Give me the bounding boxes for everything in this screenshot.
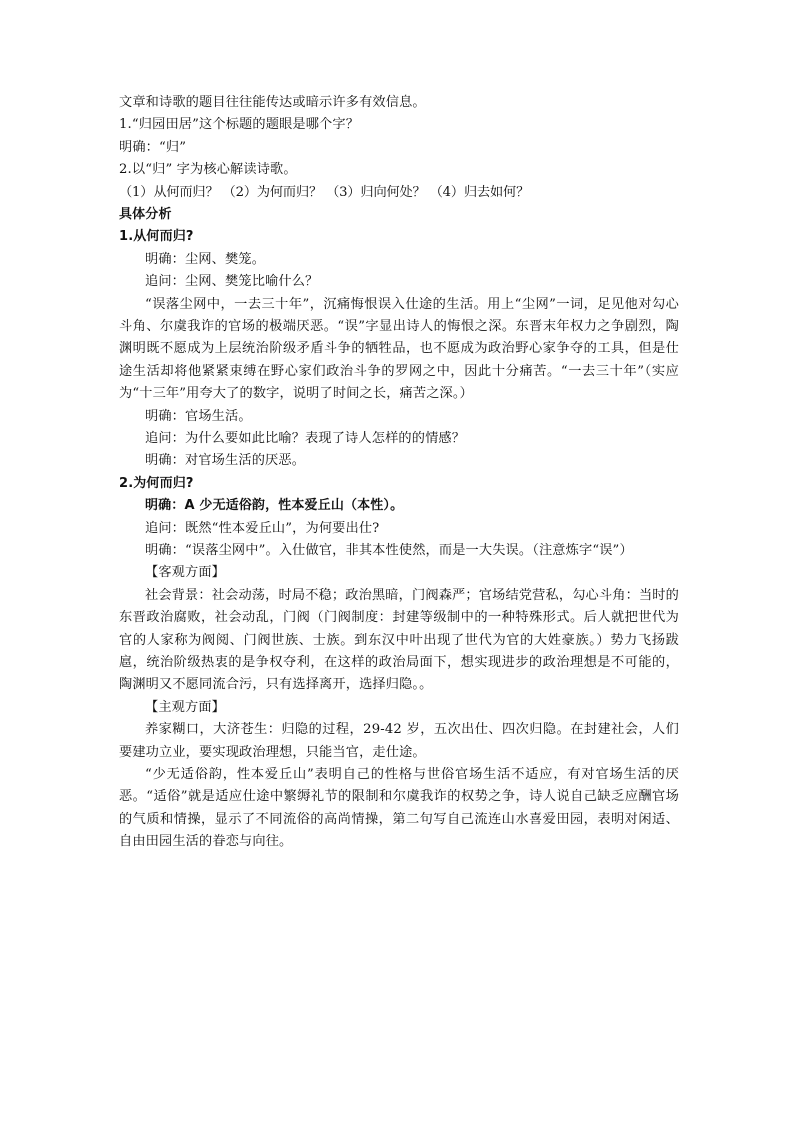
section-1-followup-1: 追问：尘网、樊笼比喻什么？	[145, 274, 319, 290]
section-1-answer-3: 明确：对官场生活的厌恶。	[145, 453, 306, 469]
section-1-paragraph: “误落尘网中，一去三十年”，沉痛悔恨误入仕途的生活。用上“尘网”一词，足见他对勾心斗角、尔虞我诈的官场的极端厌恶。“误”字显出诗人的悔恨之深。东晋末年权力之争剧烈，陶渊明既不愿成为上层统治阶级矛盾斗争的牺牲品，也不愿成为政治野心家争夺的工具，但是仕途生活却将他紧紧束缚在野心家们政治斗争的罗网之中，因此十分痛苦。“一去三十年”（实应为“十三年”用夸大了的数字，说明了时间之长，痛苦之深。）	[119, 296, 679, 402]
subjective-paragraph-2: “少无适俗韵，性本爱丘山”表明自己的性格与世俗官场生活不适应，有对官场生活的厌恶。“适俗”就是适应仕途中繁缛礼节的限制和尔虞我诈的权势之争，诗人说自己缺乏应酬官场的气质和情操，显示了不同流俗的高尚情操，第二句写自己流连山水喜爱田园，表明对闲适、自由田园生活的眷恋与向往。	[119, 766, 679, 850]
intro-text: 文章和诗歌的题目往往能传达或暗示许多有效信息。	[119, 95, 426, 110]
section-1-heading: 1.从何而归?	[119, 229, 194, 245]
question-1: 1.“归园田居”这个标题的题眼是哪个字？	[119, 117, 360, 133]
section-2-answer-2: 明确：“误落尘网中”。入仕做官，非其本性使然，而是一大失误。（注意炼字“误”）	[145, 542, 633, 558]
section-1-followup-2: 追问：为什么要如此比喻？表现了诗人怎样的的情感？	[145, 430, 466, 446]
sub-questions: （1）从何而归？ （2）为何而归？ （3）归向何处？ （4）归去如何？	[119, 184, 530, 200]
document-body	[119, 92, 679, 854]
section-1-answer-1: 明确：尘网、樊笼。	[145, 251, 266, 267]
analysis-heading: 具体分析	[119, 206, 172, 222]
subjective-heading: 【主观方面】	[145, 699, 226, 715]
objective-heading: 【客观方面】	[145, 565, 226, 581]
section-1-answer-2: 明确：官场生活。	[145, 408, 252, 424]
question-2: 2.以“归” 字为核心解读诗歌。	[119, 162, 297, 178]
section-2-heading: 2.为何而归?	[119, 475, 194, 491]
section-2-followup-1: 追问：既然“性本爱丘山”，为何要出仕?	[145, 520, 380, 536]
objective-paragraph: 社会背景：社会动荡，时局不稳；政治黑暗，门阀森严；官场结党营私，勾心斗角：当时的东晋政治腐败，社会动乱，门阀（门阀制度：封建等级制中的一种特殊形式。后人就把世代为官的人家称为阀阅、门阀世族、士族。到东汉中叶出现了世代为官的大姓豪族。）势力飞扬跋扈，统治阶级热衷的是争权夺利，在这样的政治局面下，想实现进步的政治理想是不可能的，陶渊明又不愿同流合污，只有选择离开，选择归隐。。	[119, 587, 679, 693]
section-2-answer-1: 明确：A 少无适俗韵，性本爱丘山（本性）。	[145, 498, 404, 514]
answer-1: 明确：“归”	[119, 139, 187, 155]
subjective-paragraph-1: 养家糊口，大济苍生：归隐的过程，29-42 岁，五次出仕、四次归隐。在封建社会，人们要建功立业，要实现政治理想，只能当官，走仕途。	[119, 722, 679, 760]
